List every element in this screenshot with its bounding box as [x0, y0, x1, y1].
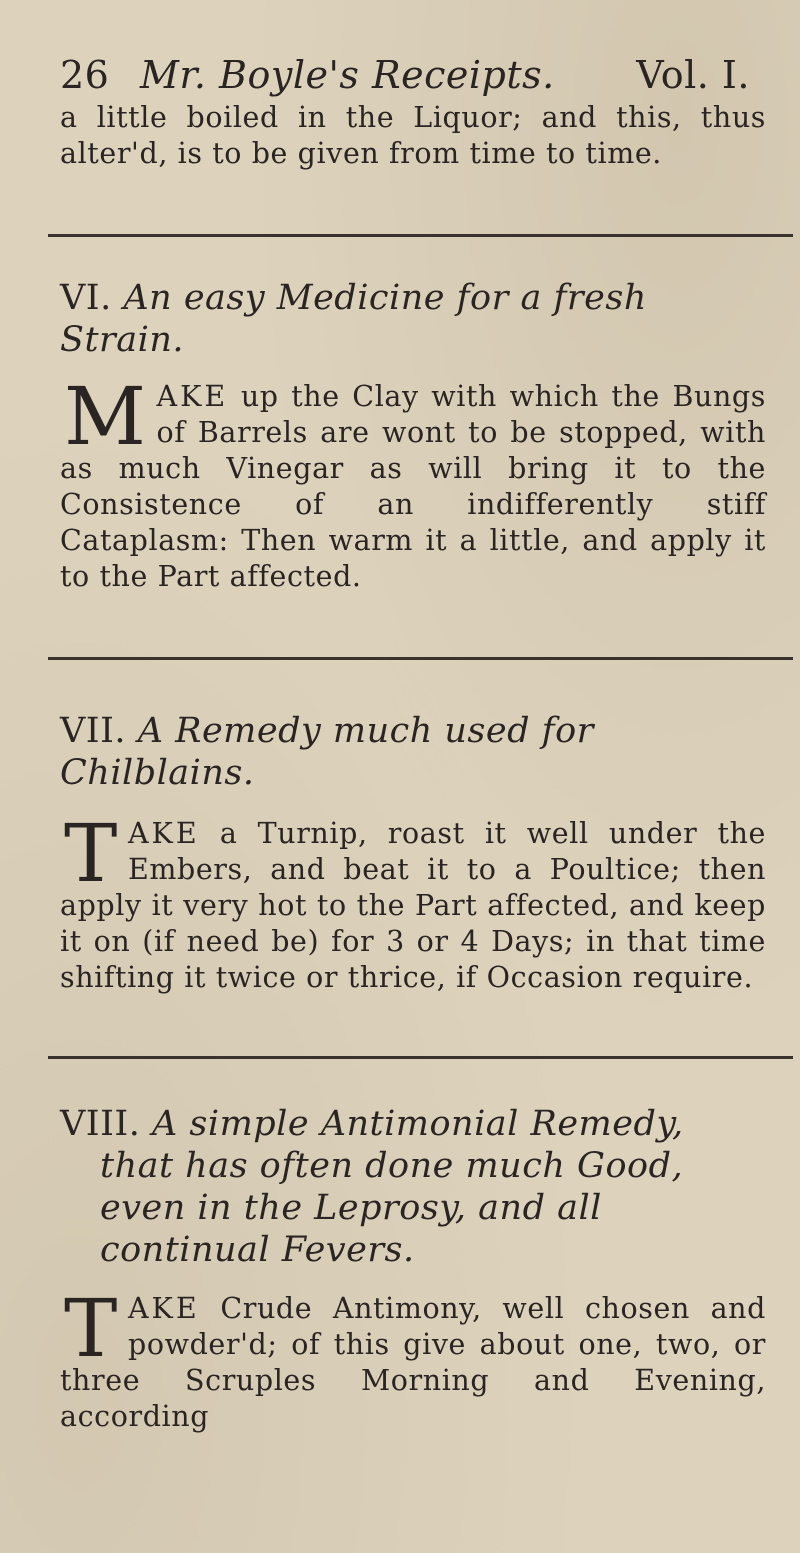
section-body-vi — [60, 370, 766, 595]
running-head — [60, 53, 766, 106]
lead-word: AKE — [156, 380, 229, 413]
section-heading-vii — [60, 710, 766, 794]
continuation-paragraph: a little boiled in the Liquor; and this, thus alter'd, is to be given from time to time. — [60, 101, 766, 170]
volume-label: Vol. I. — [636, 53, 750, 97]
drop-cap: T — [64, 1282, 118, 1375]
section-title: An easy Medicine for a fresh Strain. — [60, 278, 647, 360]
section-divider — [48, 1056, 793, 1059]
section-text: Crude Antimony, well chosen and powder'd; of this give about one, two, or three Scruples Morning and Evening, according — [60, 1292, 766, 1433]
section-number: VIII. — [60, 1104, 141, 1144]
lead-word: AKE — [127, 1292, 200, 1325]
section-text: up the Clay with which the Bungs of Barrels are wont to be stopped, with as much Vinegar as will bring it to the Consistence of an indifferently stiff Cataplasm: Then warm it a little, and apply it to the Part affected. — [60, 380, 766, 593]
drop-cap: M — [64, 370, 147, 463]
section-body-viii — [60, 1282, 766, 1435]
running-title: Mr. Boyle's Receipts. — [140, 53, 555, 97]
section-number: VII. — [60, 711, 127, 751]
page-number: 26 — [60, 53, 110, 97]
section-heading-vi — [60, 277, 766, 361]
section-body-vii — [60, 807, 766, 996]
lead-word: AKE — [127, 817, 200, 850]
section-text: a Turnip, roast it well under the Embers, and beat it to a Poultice; then apply it very hot to the Part affected, and keep it on (if need be) for 3 or 4 Days; in that time shifting it twice or thrice, if Occasion require. — [60, 817, 766, 994]
section-divider — [48, 234, 793, 237]
section-heading-viii — [60, 1103, 766, 1271]
section-divider — [48, 657, 793, 660]
section-number: VI. — [60, 278, 112, 318]
section-title: A simple Antimonial Remedy, that has often done much Good, even in the Leprosy, and all continual Fevers. — [100, 1104, 684, 1270]
drop-cap: T — [64, 807, 118, 900]
section-title: A Remedy much used for Chilblains. — [60, 711, 594, 793]
